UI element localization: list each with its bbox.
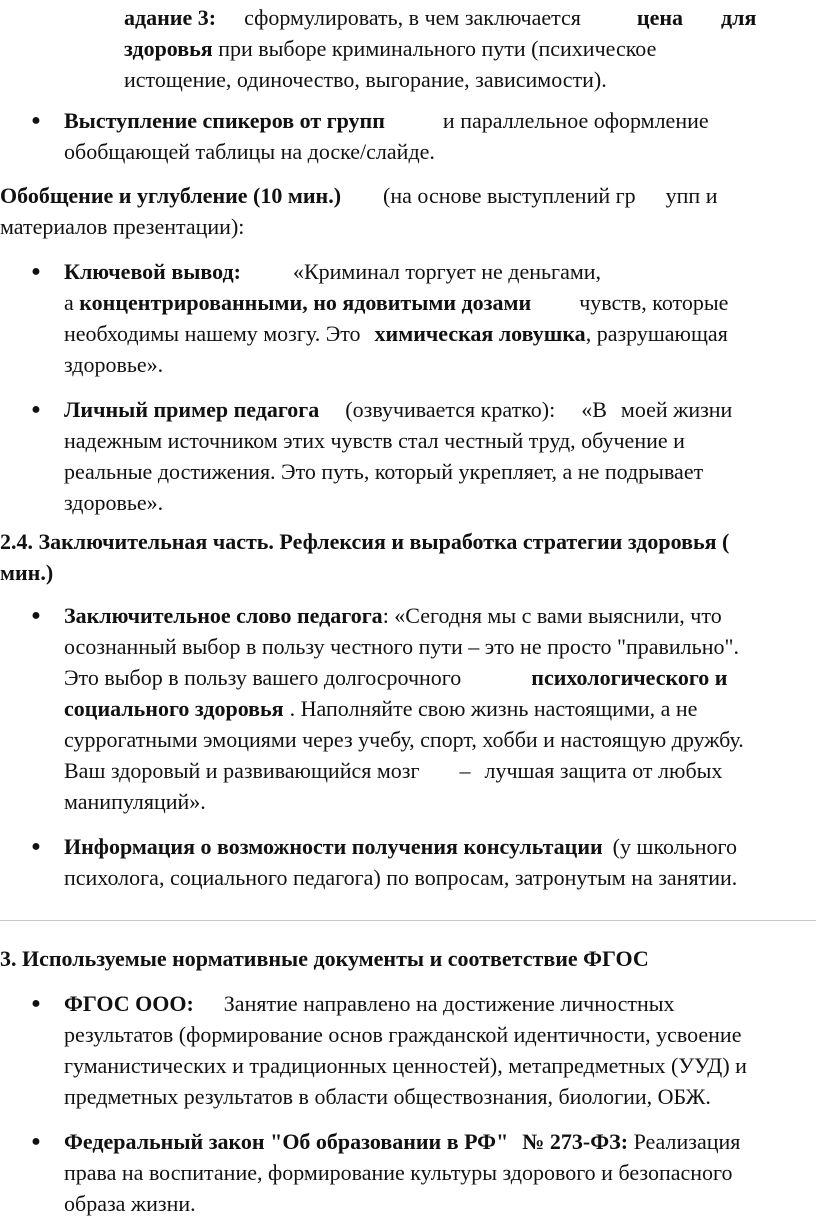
list-item — [31, 1126, 816, 1219]
key-bold: Ключевой вывод: — [64, 259, 241, 284]
list-item — [31, 394, 816, 518]
task3-bold-price: цена — [636, 5, 684, 30]
closing-bold-3: социального здоровья — [64, 696, 284, 721]
section-3-heading: 3. Используемые нормативные документы и соответствие ФГОС — [0, 946, 649, 971]
closing-text-3: Это выбор в пользу вашего долгосрочного — [64, 665, 462, 690]
bullet-icon: ● — [31, 112, 41, 129]
key-text-2: а — [64, 290, 74, 315]
summary-text-2: упп и — [665, 183, 718, 208]
law-text-3: образа жизни. — [64, 1191, 196, 1216]
personal-text: (озвучивается кратко): — [345, 397, 556, 422]
list-item — [31, 105, 816, 167]
bullet-icon: ● — [31, 838, 41, 855]
final-list — [31, 600, 816, 893]
speakers-bold: Выступление спикеров от групп — [64, 108, 385, 133]
fgos-text-4: предметных результатов в области обществознания, биологии, ОБЖ. — [64, 1084, 711, 1109]
section-divider — [0, 920, 816, 921]
task3-bold-health: здоровья — [124, 36, 213, 61]
bullet-icon: ● — [31, 607, 41, 624]
bullet-icon: ● — [31, 263, 41, 280]
key-text: «Криминал торгует не деньгами, — [292, 259, 602, 284]
bullet-icon: ● — [31, 401, 41, 418]
personal-text-6: здоровье». — [64, 490, 164, 515]
key-bold-2: концентрированными, но ядовитыми дозами — [79, 290, 532, 315]
key-text-4: необходимы нашему мозгу. Это — [64, 321, 361, 346]
list-item — [31, 256, 816, 380]
law-text-2: права на воспитание, формирование культуры здорового и безопасного — [64, 1160, 733, 1185]
section-2-4-line-2: мин.) — [0, 560, 54, 585]
key-text-6: здоровье». — [64, 352, 164, 377]
personal-text-2: «В — [581, 397, 607, 422]
consult-bold: Информация о возможности получения консультации — [64, 834, 603, 859]
conclusion-list — [31, 256, 816, 518]
closing-text-9: манипуляций». — [64, 789, 206, 814]
bullet-icon: ● — [31, 995, 41, 1012]
task3-bold-for: для — [721, 5, 757, 30]
fgos-text: Занятие направлено на достижение личностных — [223, 991, 675, 1016]
task3-paragraph — [124, 2, 816, 95]
closing-text-2: осознанный выбор в пользу честного пути – это не просто "правильно". — [64, 634, 739, 659]
law-bold: Федеральный закон "Об образовании в РФ" — [64, 1129, 509, 1154]
closing-text-4: . Наполняйте свою жизнь настоящими, а не — [289, 696, 698, 721]
task3-text-2: при выборе криминального пути (психическое — [218, 36, 657, 61]
closing-text-6: Ваш здоровый и развивающийся мозг — [64, 758, 420, 783]
key-text-3: чувств, которые — [579, 290, 729, 315]
closing-bold: Заключительное слово педагога — [64, 603, 383, 628]
closing-text-8: лучшая защита от любых — [484, 758, 723, 783]
section-2-4-heading — [0, 526, 816, 588]
summary-bold: Обобщение и углубление (10 мин.) — [0, 183, 342, 208]
key-text-5: , разрушающая — [585, 321, 728, 346]
closing-text-5: суррогатными эмоциями через учебу, спорт, хобби и настоящую дружбу. — [64, 727, 744, 752]
bullet-icon: ● — [31, 1133, 41, 1150]
consult-text-2: психолога, социального педагога) по вопросам, затронутым на занятии. — [64, 865, 738, 890]
personal-text-3: моей жизни — [620, 397, 733, 422]
section-2-4-line-1: 2.4. Заключительная часть. Рефлексия и выработка стратегии здоровья ( — [0, 529, 730, 554]
list-item — [31, 831, 816, 893]
speakers-list — [31, 105, 816, 167]
fgos-text-2: результатов (формирование основ гражданской идентичности, усвоение — [64, 1022, 742, 1047]
consult-text: (у школьного — [612, 834, 737, 859]
fgos-text-3: гуманистических и традиционных ценностей), метапредметных (УУД) и — [64, 1053, 747, 1078]
task3-label: адание 3: — [124, 5, 217, 30]
task3-text-3: истощение, одиночество, выгорание, зависимости). — [124, 67, 607, 92]
documents-list — [31, 988, 816, 1219]
closing-text: : «Сегодня мы с вами выяснили, что — [382, 603, 722, 628]
summary-paragraph — [0, 180, 816, 242]
personal-text-4: надежным источником этих чувств стал честный труд, обучение и — [64, 428, 685, 453]
closing-bold-2: психологического и — [531, 665, 728, 690]
fgos-bold: ФГОС ООО: — [64, 991, 194, 1016]
summary-text-3: материалов презентации): — [0, 214, 245, 239]
key-bold-3: химическая ловушка — [374, 321, 586, 346]
speakers-text-2: обобщающей таблицы на доске/слайде. — [64, 139, 435, 164]
task3-text: сформулировать, в чем заключается — [244, 5, 581, 30]
list-item — [31, 988, 816, 1112]
speakers-text: и параллельное оформление — [442, 108, 709, 133]
list-item — [31, 600, 816, 817]
personal-text-5: реальные достижения. Это путь, который укрепляет, а не подрывает — [64, 459, 704, 484]
closing-text-7: – — [459, 758, 471, 783]
law-text: Реализация — [633, 1129, 741, 1154]
summary-text: (на основе выступлений гр — [383, 183, 636, 208]
law-bold-2: № 273-ФЗ: — [522, 1129, 629, 1154]
personal-bold: Личный пример педагога — [64, 397, 320, 422]
